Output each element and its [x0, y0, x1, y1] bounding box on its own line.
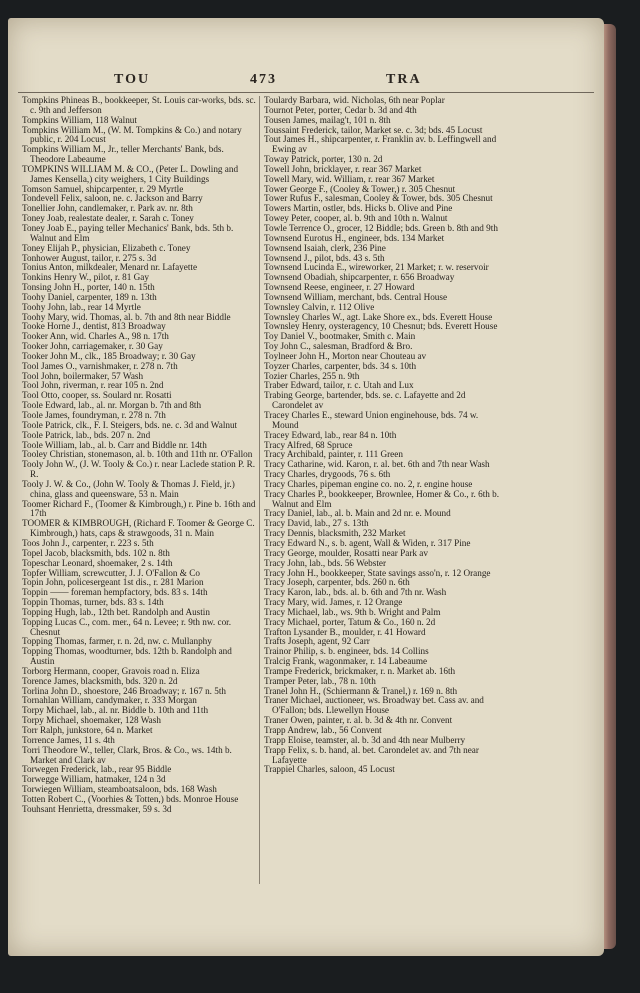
directory-entry: Tompkins William M., (W. M. Tompkins & Co.) and notary public, r. 204 Locust — [22, 124, 242, 145]
directory-entry: Tooker Ann, wid. Charles A., 98 n. 17th — [22, 331, 169, 342]
directory-entry: Townsend Eurotus H., engineer, bds. 134 Market — [264, 232, 445, 243]
directory-entry: Townsend J., pilot, bds. 43 s. 5th — [264, 252, 385, 263]
directory-entry: Tomson Samuel, shipcarpenter, r. 29 Myrtle — [22, 183, 184, 194]
directory-entry: Tracy Charles, drygoods, 76 s. 6th — [264, 469, 391, 480]
directory-page — [8, 18, 604, 956]
directory-entry: Torborg Hermann, cooper, Gravois road n. Eliza — [22, 665, 200, 676]
directory-entry: Topping Thomas, farmer, r. n. 2d, nw. c. Mullanphy — [22, 636, 212, 647]
page-edge — [604, 24, 616, 949]
directory-entry: TOMPKINS WILLIAM M. & CO., (Peter L. Dowling and James Kensella,) city weighers, 1 City Buildings — [22, 163, 239, 184]
directory-entry: Torlina John D., shoestore, 246 Broadway; r. 167 n. 5th — [22, 685, 227, 696]
directory-entry: Tournot Peter, porter, Cedar b. 3d and 4th — [264, 104, 417, 115]
directory-entry: Tracy George, moulder, Rosatti near Park av — [264, 547, 428, 558]
directory-entry: Towell John, bricklayer, r. rear 367 Market — [264, 163, 422, 174]
directory-entry: Toos John J., carpenter, r. 223 s. 5th — [22, 537, 154, 548]
directory-entry: Topfer William, screwcutter, J. J. O'Fallon & Co — [22, 567, 200, 578]
directory-entry: Tracy Michael, porter, Tatum & Co., 160 n. 2d — [264, 616, 436, 627]
directory-entry: Tracy Charles, pipeman engine co. no. 2, r. engine house — [264, 478, 473, 489]
directory-entry: Tracy David, lab., 27 s. 13th — [264, 518, 369, 529]
directory-entry: Toole James, foundryman, r. 278 n. 7th — [22, 410, 166, 420]
directory-entry: Towle Terrence O., grocer, 12 Biddle; bds. Green b. 8th and 9th — [264, 222, 498, 233]
directory-entry: Townsend Isaiah, clerk, 236 Pine — [264, 242, 386, 253]
directory-entry: Tool Otto, cooper, ss. Soulard nr. Rosatti — [22, 390, 172, 401]
directory-entry: Toussaint Frederick, tailor, Market se. c. 3d; bds. 45 Locust — [264, 124, 483, 135]
directory-entry: Torrence James, 11 s. 4th — [22, 734, 115, 745]
directory-entry: Tooke Horne J., dentist, 813 Broadway — [22, 321, 166, 332]
directory-entry: Torwegge William, hatmaker, 124 n 3d — [22, 774, 166, 785]
directory-entry: Tracy Mary, wid. James, r. 12 Orange — [264, 597, 403, 608]
directory-entry: Trafton Lysander B., moulder, r. 41 Howard — [264, 626, 426, 637]
directory-entry: Toole William, lab., al. b. Carr and Biddle nr. 14th — [22, 439, 207, 450]
directory-entry: Toohy John, lab., rear 14 Myrtle — [22, 301, 141, 312]
directory-entry: Tondevell Felix, saloon, ne. c. Jackson and Barry — [22, 193, 203, 204]
directory-entry: Tramper Peter, lab., 78 n. 10th — [264, 675, 376, 686]
directory-entry: Torri Theodore W., teller, Clark, Bros. & Co., ws. 14th b. Market and Clark av — [22, 744, 232, 765]
directory-entry: Tracy Karon, lab., bds. al. b. 6th and 7th nr. Wash — [264, 587, 447, 598]
directory-entry: TOOMER & KIMBROUGH, (Richard F. Toomer & George C. Kimbrough,) hats, caps & strawgoods, 31 n. Main — [22, 518, 255, 539]
directory-entry: Townsend Obadiah, shipcarpenter, r. 656 Broadway — [264, 272, 455, 283]
directory-entry: Tousen James, mailag't, 101 n. 8th — [264, 114, 391, 125]
directory-entry: Tool John, riverman, r. rear 105 n. 2nd — [22, 380, 164, 391]
directory-entry: Tooker John M., clk., 185 Broadway; r. 30 Gay — [22, 350, 196, 361]
directory-entry: Tranel John H., (Schiermann & Tranel,) r. 169 n. 8th — [264, 685, 458, 696]
left-column — [22, 96, 258, 815]
header-left-guide-word: TOU — [114, 72, 151, 87]
directory-entry: Tracy Daniel, lab., al. b. Main and 2d nr. e. Mound — [264, 508, 451, 519]
directory-entry: Tornahlan William, candymaker, r. 333 Morgan — [22, 695, 197, 706]
directory-entry: Torpy Michael, shoemaker, 128 Wash — [22, 715, 161, 726]
directory-entry: Tooker John, carriagemaker, r. 30 Gay — [22, 341, 163, 352]
directory-entry: Trafts Joseph, agent, 92 Carr — [264, 636, 370, 647]
directory-entry: Toney Elijah P., physician, Elizabeth c. Toney — [22, 242, 191, 253]
right-column — [264, 96, 500, 775]
directory-entry: Tooley Christian, stonemason, al. b. 10th and 11th nr. O'Fallon — [22, 449, 253, 460]
directory-entry: Tonsing John H., porter, 140 n. 15th — [22, 282, 155, 293]
directory-entry: Tracy John, lab., bds. 56 Webster — [264, 557, 387, 568]
directory-entry: Topel Jacob, blacksmith, bds. 102 n. 8th — [22, 547, 170, 558]
directory-entry: Toppin Thomas, turner, bds. 83 s. 14th — [22, 597, 164, 608]
directory-entry: Trapp Eloise, teamster, al. b. 3d and 4th near Mulberry — [264, 734, 466, 745]
directory-entry: Toway Patrick, porter, 130 n. 2d — [264, 154, 383, 165]
directory-entry: Traner Owen, painter, r. al. b. 3d & 4th nr. Convent — [264, 715, 453, 726]
directory-entry: Tonius Anton, milkdealer, Menard nr. Lafayette — [22, 262, 198, 273]
directory-entry: Totten Robert C., (Voorhies & Totten,) bds. Monroe House — [22, 793, 239, 804]
directory-entry: Tracy Joseph, carpenter, bds. 260 n. 6th — [264, 577, 410, 588]
directory-entry: Tout James H., shipcarpenter, r. Franklin av. b. Leffingwell and Ewing av — [264, 134, 497, 155]
header-right-guide-word: TRA — [386, 72, 422, 87]
directory-entry: Toole Patrick, clk., F. I. Steigers, bds. ne. c. 3d and Walnut — [22, 419, 238, 430]
directory-entry: Toy John C., salesman, Bradford & Bro. — [264, 341, 413, 352]
directory-entry: Toohy Daniel, carpenter, 189 n. 13th — [22, 291, 157, 302]
directory-entry: Torence James, blacksmith, bds. 320 n. 2d — [22, 675, 178, 686]
directory-entry: Tozier Charles, 255 n. 9th — [264, 370, 360, 381]
directory-entry: Topeschar Leonard, shoemaker, 2 s. 14th — [22, 557, 173, 568]
directory-entry: Townsley Henry, oysteragency, 10 Chesnut; bds. Everett House — [264, 321, 498, 332]
directory-entry: Toppin —— foreman hempfactory, bds. 83 s. 14th — [22, 587, 208, 598]
directory-entry: Trampe Frederick, brickmaker, r. n. Market ab. 16th — [264, 665, 456, 676]
directory-entry: Traner Michael, auctioneer, ws. Broadway bet. Cass av. and O'Fallon; bds. Llewellyn House — [264, 695, 484, 716]
directory-entry: Tompkins William, 118 Walnut — [22, 114, 137, 125]
directory-entry: Tracy Dennis, blacksmith, 232 Market — [264, 528, 406, 539]
directory-entry: Traber Edward, tailor, r. c. Utah and Lux — [264, 380, 414, 391]
directory-entry: Tralcig Frank, wagonmaker, r. 14 Labeaume — [264, 656, 428, 667]
directory-entry: Topin John, policesergeant 1st dis., r. 281 Marion — [22, 577, 204, 588]
directory-entry: Toney Joab, realestate dealer, r. Sarah c. Toney — [22, 213, 194, 224]
directory-entry: Tracy Edward N., s. b. agent, Wall & Widen, r. 317 Pine — [264, 537, 471, 548]
directory-entry: Townsley Charles W., agt. Lake Shore ex., bds. Everett House — [264, 311, 493, 322]
directory-entry: Toy Daniel V., bootmaker, Smith c. Main — [264, 331, 416, 342]
directory-entry: Trapp Andrew, lab., 56 Convent — [264, 725, 382, 735]
column-divider — [259, 96, 260, 884]
directory-entry: Tompkins William M., Jr., teller Merchants' Bank, bds. Theodore Labeaume — [22, 144, 224, 165]
directory-entry: Towey Peter, cooper, al. b. 9th and 10th n. Walnut — [264, 213, 448, 224]
directory-entry: Trainor Philip, s. b. engineer, bds. 14 Collins — [264, 646, 429, 657]
directory-entry: Tower Rufus F., salesman, Cooley & Tower, bds. 305 Chesnut — [264, 193, 493, 204]
directory-entry: Tompkins Phineas B., bookkeeper, St. Louis car-works, bds. sc. c. 9th and Jefferson — [22, 95, 256, 115]
directory-entry: Townsend Reese, engineer, r. 27 Howard — [264, 282, 415, 293]
directory-entry: Tooly J. W. & Co., (John W. Tooly & Thomas J. Field, jr.) china, glass and queensware, 53 n. Main — [22, 478, 235, 499]
directory-entry: Topping Thomas, woodturner, bds. 12th b. Randolph and Austin — [22, 646, 232, 667]
directory-entry: Tooly John W., (J. W. Tooly & Co.) r. near Laclede station P. R. R. — [22, 459, 256, 480]
directory-entry: Toulardy Barbara, wid. Nicholas, 6th near Poplar — [264, 95, 445, 105]
directory-entry: Tracy John H., bookkeeper, State savings asso'n, r. 12 Orange — [264, 567, 491, 578]
page-number: 473 — [250, 72, 277, 87]
directory-entry: Topping Hugh, lab., 12th bet. Randolph and Austin — [22, 606, 210, 617]
directory-entry: Touhsant Henrietta, dressmaker, 59 s. 3d — [22, 803, 172, 814]
directory-entry: Toole Edward, lab., al. nr. Morgan b. 7th and 8th — [22, 400, 202, 411]
directory-entry: Toohy Mary, wid. Thomas, al. b. 7th and 8th near Biddle — [22, 311, 231, 322]
directory-entry: Tracy Archibald, painter, r. 111 Green — [264, 449, 403, 460]
directory-entry: Topping Lucas C., com. mer., 64 n. Levee; r. 9th nw. cor. Chesnut — [22, 616, 232, 637]
directory-entry: Tracy Alfred, 68 Spruce — [264, 439, 353, 450]
directory-entry: Tonellier John, candlemaker, r. Park av. nr. 8th — [22, 203, 193, 214]
directory-entry: Toney Joab E., paying teller Mechanics' Bank, bds. 5th b. Walnut and Elm — [22, 222, 234, 243]
directory-entry: Tower George F., (Cooley & Tower,) r. 305 Chesnut — [264, 183, 456, 194]
directory-entry: Toole Patrick, lab., bds. 207 n. 2nd — [22, 429, 151, 440]
directory-entry: Torwiegen William, steamboatsaloon, bds. 168 Wash — [22, 784, 217, 795]
directory-entry: Townsley Calvin, r. 112 Olive — [264, 301, 375, 312]
directory-entry: Toomer Richard F., (Toomer & Kimbrough,) r. Pine b. 16th and 17th — [22, 498, 256, 519]
directory-entry: Tracy Catharine, wid. Karon, r. al. bet. 6th and 7th near Wash — [264, 459, 490, 470]
directory-entry: Toyzer Charles, carpenter, bds. 34 s. 10th — [264, 360, 417, 371]
page-header — [18, 68, 594, 93]
directory-entry: Toylneer John H., Morton near Chouteau av — [264, 350, 427, 361]
directory-entry: Tracey Edward, lab., rear 84 n. 10th — [264, 429, 397, 440]
directory-entry: Townsend William, merchant, bds. Central House — [264, 291, 448, 302]
directory-entry: Tool James O., varnishmaker, r. 278 n. 7th — [22, 360, 178, 371]
directory-entry: Tracy Charles P., bookkeeper, Brownlee, Homer & Co., r. 6th b. Walnut and Elm — [264, 488, 500, 509]
directory-entry: Torwegen Frederick, lab., rear 95 Biddle — [22, 764, 172, 775]
directory-entry: Towers Martin, ostler, bds. Hicks b. Olive and Pine — [264, 203, 453, 214]
directory-entry: Tool John, boilermaker, 57 Wash — [22, 370, 144, 381]
directory-entry: Trappiel Charles, saloon, 45 Locust — [264, 764, 395, 775]
directory-entry: Trabing George, bartender, bds. se. c. Lafayette and 2d Carondelet av — [264, 390, 466, 411]
directory-entry: Tracy Michael, lab., ws. 9th b. Wright and Palm — [264, 606, 441, 617]
directory-entry: Torr Ralph, junkstore, 64 n. Market — [22, 725, 153, 735]
directory-entry: Torpy Michael, lab., al. nr. Biddle b. 10th and 11th — [22, 705, 209, 716]
directory-entry: Tonkins Henry W., pilot, r. 81 Gay — [22, 272, 149, 283]
directory-entry: Towell Mary, wid. William, r. rear 367 Market — [264, 173, 435, 184]
directory-entry: Tonhower August, tailor, r. 275 s. 3d — [22, 252, 157, 263]
directory-entry: Townsend Lucinda E., wireworker, 21 Market; r. w. reservoir — [264, 262, 489, 273]
directory-entry: Trapp Felix, s. b. hand, al. bet. Carondelet av. and 7th near Lafayette — [264, 744, 479, 765]
directory-entry: Tracey Charles E., steward Union enginehouse, bds. 74 w. Mound — [264, 410, 479, 430]
